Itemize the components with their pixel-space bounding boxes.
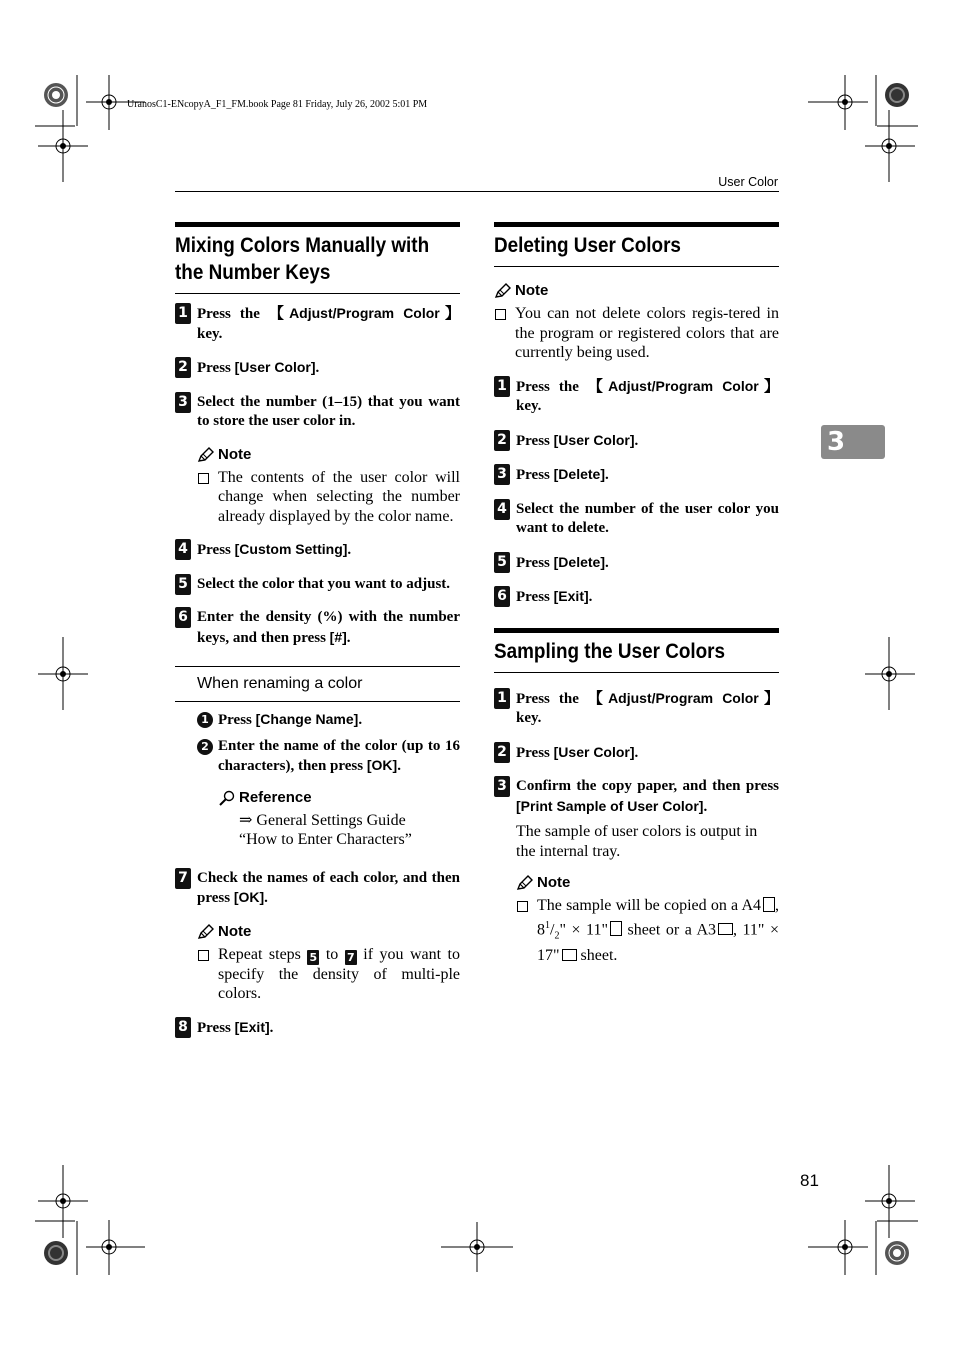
step-2: 2 Press [User Color].	[175, 358, 460, 379]
note-block	[197, 446, 460, 527]
section-title: Deleting User Colors	[494, 234, 681, 257]
pencil-icon	[197, 447, 215, 463]
step-number: 5	[175, 574, 191, 595]
step-1: 1 Press the 【Adjust/Program Color】 key.	[494, 689, 779, 729]
step-ref-badge: 7	[345, 950, 357, 965]
key-name: [Delete]	[553, 553, 605, 570]
key-name: [Delete]	[553, 466, 605, 482]
note-item: Repeat steps 5 to 7 if you want to specify the density of multi-ple colors.	[197, 945, 460, 1004]
step-3: 3 Press [Delete].	[494, 465, 779, 486]
key-name: [Exit]	[553, 588, 589, 604]
portrait-paper-icon	[763, 897, 775, 912]
running-header: User Color	[718, 175, 778, 189]
step-number: 2	[494, 430, 510, 451]
step-number: 6	[494, 586, 510, 607]
section-heading-deleting	[494, 222, 779, 267]
step-number: 1	[494, 688, 510, 709]
step-number: 7	[175, 868, 191, 889]
substep-number: 2	[197, 739, 213, 755]
substep-number: 1	[197, 712, 213, 728]
key-name: Adjust/Program Color	[608, 689, 759, 706]
step-2: 2 Press [User Color].	[494, 431, 779, 452]
note-block-2	[197, 923, 460, 1004]
step-ref-badge: 5	[307, 950, 319, 965]
step-number: 8	[175, 1017, 191, 1038]
step-body: The sample of user colors is output in the internal tray.	[516, 823, 758, 860]
landscape-paper-icon	[562, 949, 577, 961]
right-column	[494, 222, 779, 965]
step-5: 5 Select the color that you want to adjust.	[175, 575, 460, 595]
step-number: 2	[494, 742, 510, 763]
substep-b: 2 Enter the name of the color (up to 16 characters), then press [OK].	[197, 737, 460, 777]
step-number: 3	[494, 776, 510, 797]
step-4: 4 Select the number of the user color you want to delete.	[494, 500, 779, 539]
key-name: [Change Name]	[255, 711, 359, 727]
step-number: 3	[175, 392, 191, 413]
section-heading-sampling	[494, 628, 779, 673]
step-number: 1	[175, 303, 191, 324]
section-title: Sampling the User Colors	[494, 639, 726, 663]
step-8: 8 Press [Exit].	[175, 1018, 460, 1039]
header-rule	[175, 191, 779, 192]
key-name: [OK]	[366, 757, 398, 773]
note-heading: Note	[197, 446, 460, 464]
step-2: 2 Press [User Color].	[494, 743, 779, 764]
note-block	[494, 282, 779, 363]
pencil-icon	[516, 875, 534, 891]
step-4: 4 Press [Custom Setting].	[175, 540, 460, 561]
key-name: [Custom Setting]	[234, 541, 348, 557]
step-1: 1 Press the 【Adjust/Program Color】 key.	[494, 377, 779, 417]
chapter-tab: 3	[821, 425, 885, 459]
note-block-2	[516, 874, 779, 965]
key-name: [User Color]	[553, 431, 635, 448]
reference-line-1: ⇒ General Settings Guide	[239, 811, 406, 829]
step-7: 7 Check the names of each color, and then press [OK].	[175, 869, 460, 909]
key-name: [Exit]	[234, 1018, 270, 1035]
step-number: 1	[494, 376, 510, 397]
key-name: [User Color]	[234, 359, 316, 375]
note-heading: Note	[197, 923, 460, 941]
step-number: 4	[175, 539, 191, 560]
note-item: The contents of the user color will change when selecting the number already displayed by the color name.	[197, 468, 460, 527]
note-item: The sample will be copied on a A4 , $8^1/_2$" × 11" sheet or a A3 , 11" × 17" sheet.	[516, 896, 779, 965]
rename-subheading: When renaming a color	[175, 666, 460, 702]
step-6: 6 Enter the density (%) with the number keys, and then press [#].	[175, 608, 460, 648]
key-name: Adjust/Program Color	[289, 305, 440, 321]
step-3: 3 Select the number (1–15) that you want to store the user color in.	[175, 393, 460, 432]
file-info: UranosC1-ENcopyA_F1_FM.book Page 81 Friday, July 26, 2002 5:01 PM	[127, 99, 428, 110]
reference-block	[218, 789, 460, 850]
checkbox-icon	[495, 309, 506, 320]
step-number: 5	[494, 552, 510, 573]
substep-a: 1 Press [Change Name].	[197, 710, 460, 731]
key-name: [User Color]	[553, 743, 635, 760]
portrait-paper-icon	[610, 921, 622, 936]
step-number: 4	[494, 499, 510, 520]
key-name: [#]	[329, 628, 347, 645]
section-title: Mixing Colors Manually with the Number Keys	[175, 234, 430, 284]
page-number: 81	[800, 1171, 819, 1190]
section-heading-mixing	[175, 222, 460, 294]
pencil-icon	[197, 924, 215, 940]
magnifier-icon	[218, 790, 236, 806]
step-3: 3 Confirm the copy paper, and then press [Print Sample of User Color].	[494, 777, 779, 817]
checkbox-icon	[198, 473, 209, 484]
step-number: 2	[175, 357, 191, 378]
key-name: [Print Sample of User Color]	[516, 797, 704, 814]
reference-line-2: “How to Enter Characters”	[239, 831, 412, 848]
reference-heading: Reference	[218, 789, 460, 807]
checkbox-icon	[198, 950, 209, 961]
step-number: 6	[175, 607, 191, 628]
landscape-paper-icon	[718, 923, 733, 935]
step-1: 1 Press the 【Adjust/Program Color】 key.	[175, 304, 460, 344]
note-item: You can not delete colors regis-tered in the program or registered colors that are currently being used.	[494, 304, 779, 363]
note-heading: Note	[516, 874, 779, 892]
pencil-icon	[494, 283, 512, 299]
step-6: 6 Press [Exit].	[494, 587, 779, 608]
step-number: 3	[494, 464, 510, 485]
note-heading: Note	[494, 282, 779, 300]
checkbox-icon	[517, 901, 528, 912]
left-column	[175, 222, 460, 1038]
step-5: 5 Press [Delete].	[494, 553, 779, 574]
key-name: [OK]	[233, 889, 265, 905]
key-name: Adjust/Program Color	[608, 377, 759, 394]
